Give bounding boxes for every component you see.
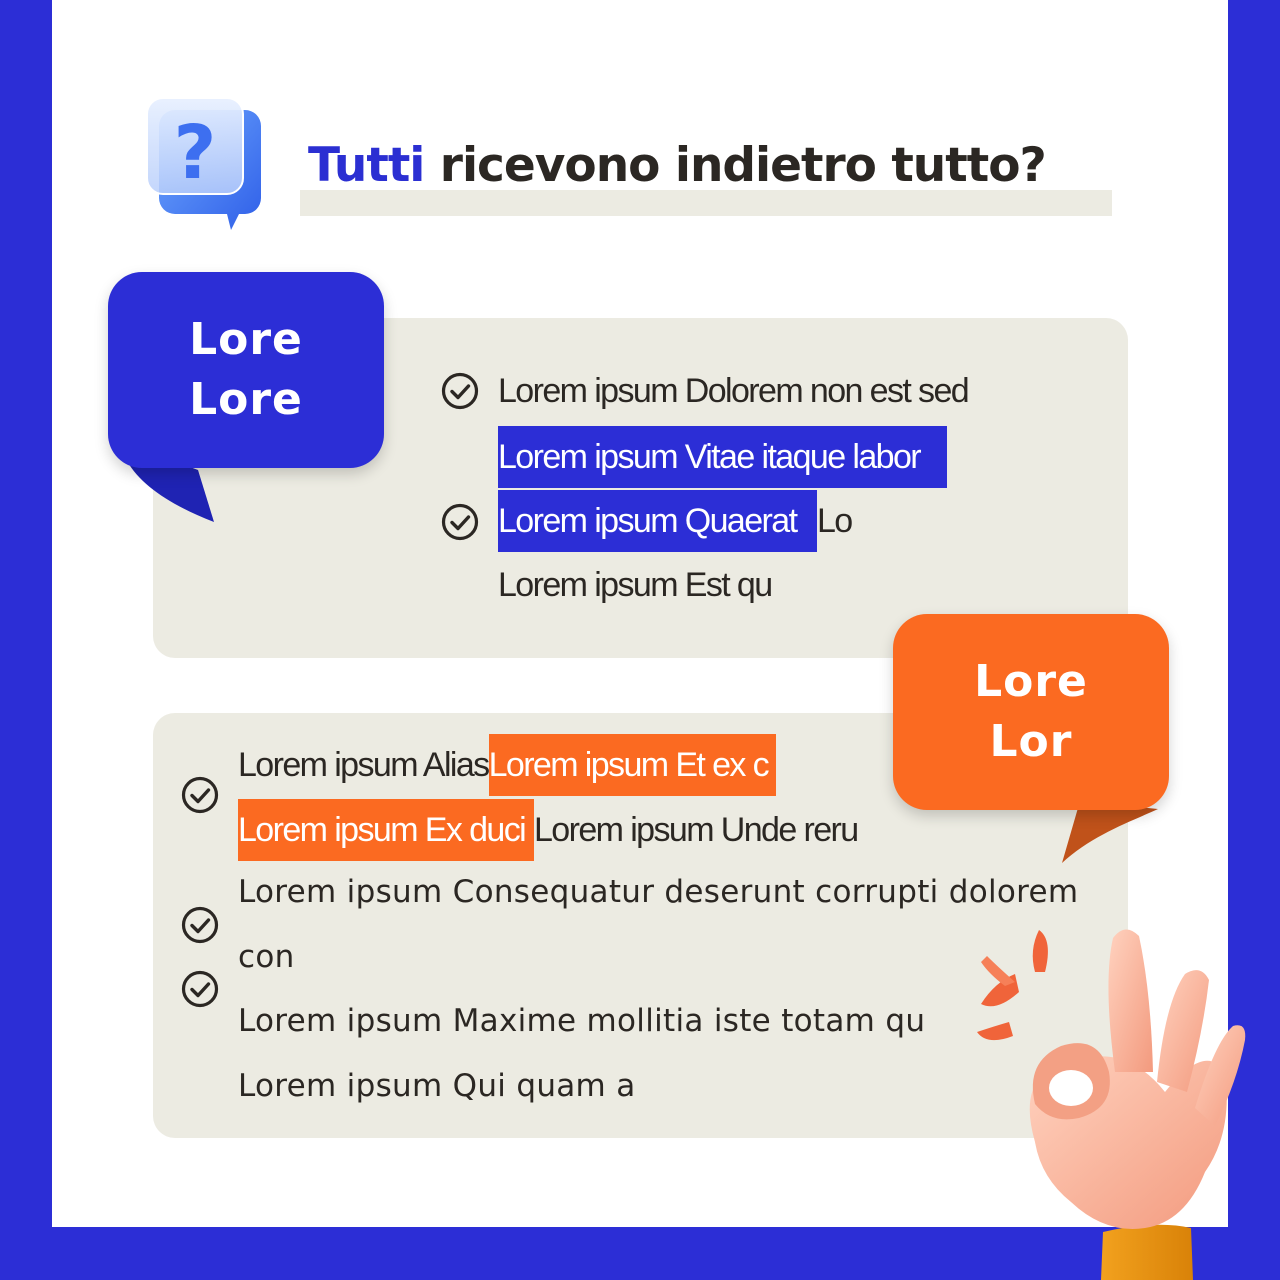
check-circle-icon bbox=[180, 905, 220, 945]
check-circle-icon bbox=[440, 371, 480, 411]
question-bubble-icon bbox=[145, 96, 263, 231]
card-two-text-3: Lorem ipsum Consequatur deserunt corrupti dolorem bbox=[238, 874, 1079, 910]
check-circle-icon bbox=[440, 502, 480, 542]
card-two-tag-line2: Lor bbox=[989, 716, 1073, 767]
title-accent: Tutti bbox=[308, 138, 425, 193]
check-circle-icon bbox=[180, 775, 220, 815]
card-one-line-2 bbox=[498, 426, 947, 497]
card-one-line-4 bbox=[498, 566, 772, 605]
card-two-highlight-1: Lorem ipsum Et ex c bbox=[489, 734, 776, 796]
card-two-highlight-2: Lorem ipsum Ex duci bbox=[238, 799, 534, 861]
card-two-line-1 bbox=[238, 734, 776, 796]
sparkle-burst-icon bbox=[977, 930, 1048, 1040]
card-one-highlight-1: Lorem ipsum Vitae itaque labor bbox=[498, 426, 947, 488]
page-title bbox=[308, 138, 1046, 193]
card-one-tag-line1: Lore bbox=[189, 314, 303, 365]
title-rest: ricevono indietro tutto? bbox=[424, 138, 1046, 193]
card-two-text-4: con bbox=[238, 939, 295, 975]
card-two-line-6 bbox=[238, 1068, 636, 1104]
card-one-text-4: Lorem ipsum Est qu bbox=[498, 566, 772, 604]
card-two-line-4 bbox=[238, 939, 295, 975]
card-two-line-3 bbox=[238, 874, 1078, 910]
card-two-tag-line1: Lore bbox=[974, 656, 1088, 707]
ok-hand-icon bbox=[975, 922, 1280, 1280]
svg-text:?: ? bbox=[173, 110, 217, 196]
card-two-tag bbox=[893, 614, 1169, 810]
card-two-text-6: Lorem ipsum Qui quam a bbox=[238, 1068, 636, 1104]
title-underline bbox=[300, 190, 1112, 216]
card-one-highlight-2: Lorem ipsum Quaerat bbox=[498, 490, 817, 552]
card-one-text-3: Lo bbox=[817, 502, 852, 540]
card-two-text-2: Lorem ipsum Unde reru bbox=[534, 811, 858, 849]
card-one-tag bbox=[108, 272, 384, 468]
card-one-line-3 bbox=[498, 490, 852, 552]
card-two-line-5 bbox=[238, 1003, 925, 1039]
card-two-text-1: Lorem ipsum Alias bbox=[238, 746, 489, 784]
card-one-text-1: Lorem ipsum Dolorem non est sed bbox=[498, 372, 969, 410]
card-two-text-5: Lorem ipsum Maxime mollitia iste totam qu bbox=[238, 1003, 926, 1039]
card-one-tag-line2: Lore bbox=[189, 374, 303, 425]
card-one-line-1 bbox=[498, 372, 968, 411]
card-two-line-2 bbox=[238, 799, 858, 861]
check-circle-icon bbox=[180, 969, 220, 1009]
